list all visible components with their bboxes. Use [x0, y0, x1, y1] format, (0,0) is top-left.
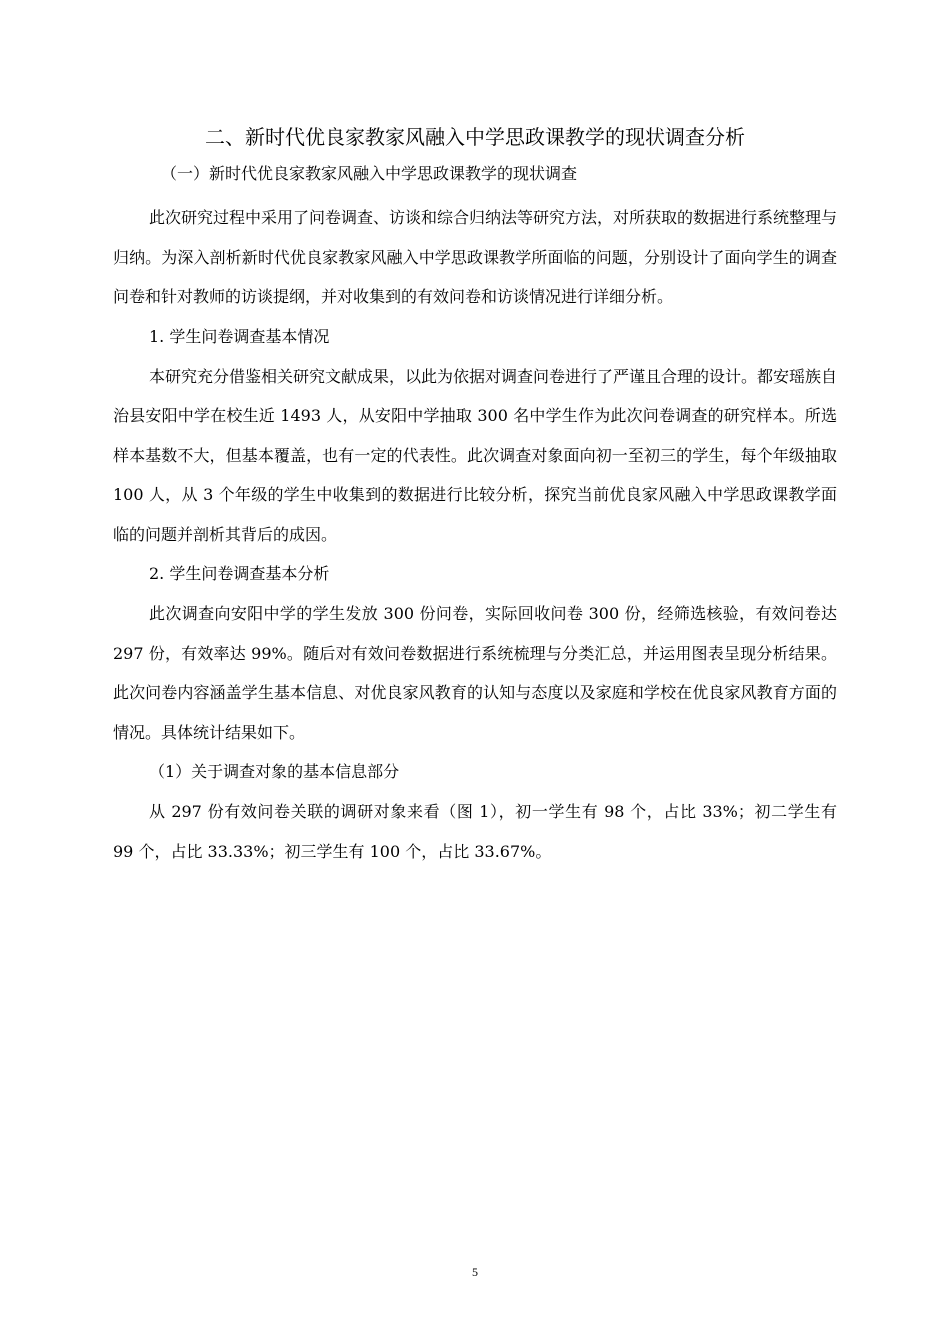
subheading-survey-basics: 1. 学生问卷调查基本情况 — [149, 326, 330, 346]
subheading-survey-analysis: 2. 学生问卷调查基本分析 — [149, 564, 330, 583]
paragraph-methods: 此次研究过程中采用了问卷调查、访谈和综合归纳法等研究方法，对所获取的数据进行系统整理与归纳。为深入剖析新时代优良家教家风融入中学思政课教学所面临的问题，分别设计了面向学生的调查问卷和针对教师的访谈提纲，并对收集到的有效问卷和访谈情况进行详细分析。 — [113, 208, 838, 306]
paragraph-grade-breakdown: 从 297 份有效问卷关联的调研对象来看（图 1），初一学生有 98 个，占比 33%；初二学生有 99 个，占比 33.33%；初三学生有 100 个，占比 33.67%。 — [113, 802, 837, 861]
subheading-basic-info: （1）关于调查对象的基本信息部分 — [149, 762, 400, 781]
page-body — [113, 118, 837, 871]
chapter-title: 二、新时代优良家教家风融入中学思政课教学的现状调查分析 — [205, 125, 745, 149]
paragraph-sample: 本研究充分借鉴相关研究文献成果，以此为依据对调查问卷进行了严谨且合理的设计。都安瑶族自治县安阳中学在校生近 1493 人，从安阳中学抽取 300 名中学生作为此次问卷调查的研究样本。所选样本基数不大，但基本覆盖，也有一定的代表性。此次调查对象面向初一至初三的学生，每个年级抽取 100 人，从 3 个年级的学生中收集到的数据进行比较分析，探究当前优良家风融入中学思政课教学面临的问题并剖析其背后的成因。 — [113, 366, 838, 544]
section-title: （一）新时代优良家教家风融入中学思政课教学的现状调查 — [161, 164, 578, 183]
paragraph-distribution: 此次调查向安阳中学的学生发放 300 份问卷，实际回收问卷 300 份，经筛选核验，有效问卷达 297 份，有效率达 99%。随后对有效问卷数据进行系统梳理与分类汇总，并运用图表呈现分析结果。此次问卷内容涵盖学生基本信息、对优良家风教育的认知与态度以及家庭和学校在优良家风教育方面的情况。具体统计结果如下。 — [113, 604, 837, 742]
page-number: 5 — [472, 1265, 478, 1279]
